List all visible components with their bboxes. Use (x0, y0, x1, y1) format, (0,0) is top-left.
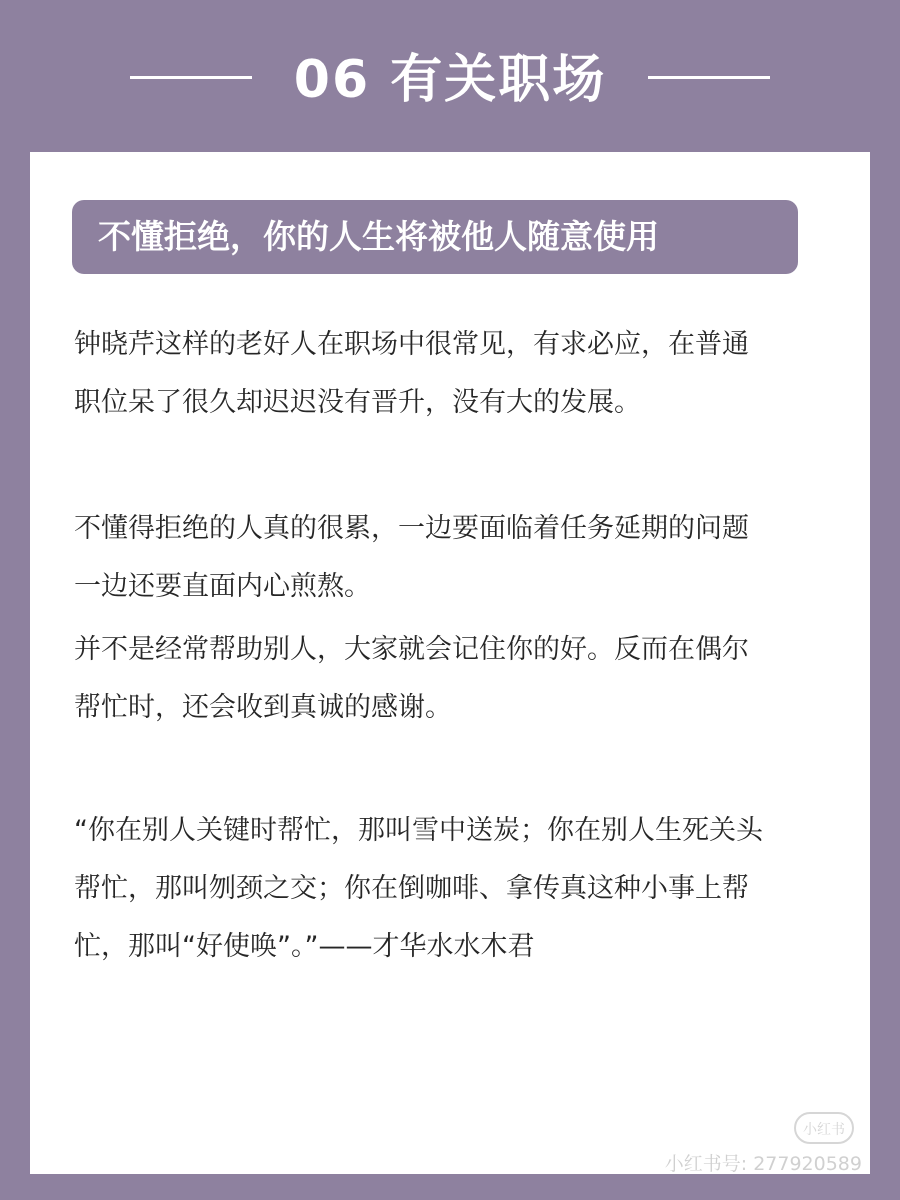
paragraph-line: 忙，那叫“好使唤”。”——才华水水木君 (74, 931, 535, 962)
paragraph-line: 帮忙时，还会收到真诚的感谢。 (74, 692, 452, 723)
content-card (30, 152, 870, 1174)
paragraph-1 (74, 316, 844, 432)
section-tag: 不懂拒绝，你的人生将被他人随意使用 (72, 200, 798, 274)
watermark-logo: 小红书 (794, 1112, 854, 1144)
quote-paragraph (74, 802, 844, 976)
paragraph-line: 不懂得拒绝的人真的很累，一边要面临着任务延期的问题 (74, 513, 749, 544)
paragraph-line: 职位呆了很久却迟迟没有晋升，没有大的发展。 (74, 387, 641, 418)
paragraph-line: 钟晓芹这样的老好人在职场中很常见，有求必应，在普通 (74, 329, 749, 360)
paragraph-line: 一边还要直面内心煎熬。 (74, 571, 371, 602)
paragraph-line: 帮忙，那叫刎颈之交；你在倒咖啡、拿传真这种小事上帮 (74, 873, 749, 904)
header-divider-right (648, 76, 770, 79)
paragraph-3 (74, 621, 844, 737)
header (0, 0, 900, 150)
paragraph-line: 并不是经常帮助别人，大家就会记住你的好。反而在偶尔 (74, 634, 749, 665)
page-title: 06 有关职场 (293, 50, 607, 110)
paragraph-line: “你在别人关键时帮忙，那叫雪中送炭；你在别人生死关头 (74, 815, 763, 846)
paragraph-2 (74, 500, 844, 616)
watermark-id: 小红书号: 277920589 (664, 1153, 862, 1175)
header-divider-left (130, 76, 252, 79)
